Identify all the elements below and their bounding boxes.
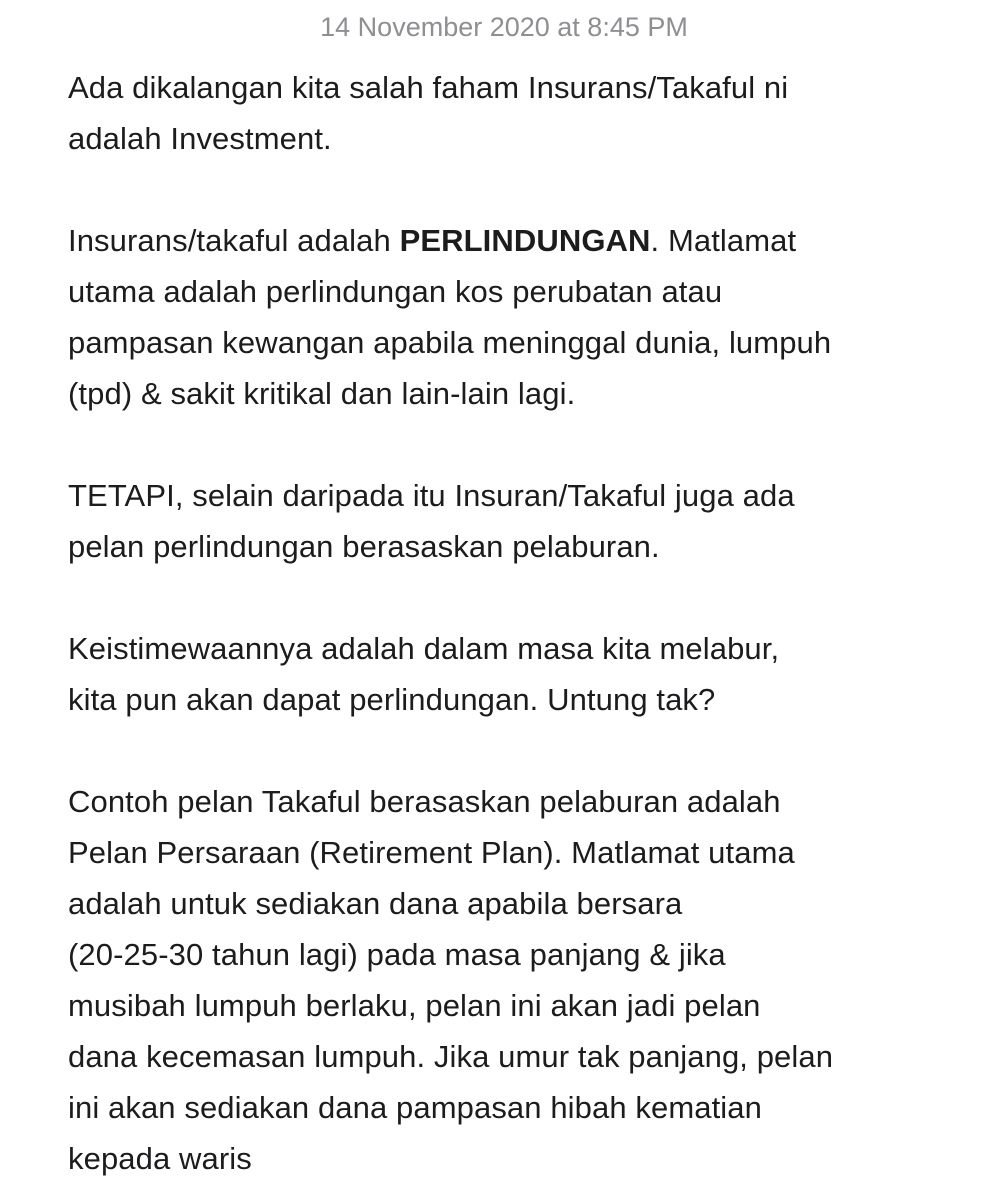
- note-text: . Matlamat: [650, 223, 797, 258]
- note-paragraph-3: [68, 470, 948, 572]
- note-paragraph-4: [68, 623, 948, 725]
- note-line: pampasan kewangan apabila meninggal dunia, lumpuh: [68, 325, 832, 360]
- note-bold-text: PERLINDUNGAN: [399, 223, 651, 258]
- note-line: (20-25-30 tahun lagi) pada masa panjang & jika: [68, 937, 726, 972]
- note-text: Insurans/takaful adalah: [68, 223, 400, 258]
- note-line: kepada waris: [68, 1141, 252, 1176]
- note-timestamp: 14 November 2020 at 8:45 PM: [320, 12, 688, 42]
- note-line: pelan perlindungan berasaskan pelaburan.: [68, 529, 660, 564]
- note-line: (tpd) & sakit kritikal dan lain-lain lagi.: [68, 376, 576, 411]
- note-line: dana kecemasan lumpuh. Jika umur tak panjang, pelan: [68, 1039, 834, 1074]
- note-line: Ada dikalangan kita salah faham Insurans/Takaful ni: [68, 70, 789, 105]
- note-line: [68, 215, 948, 266]
- note-paragraph-1: [68, 62, 948, 164]
- note-line: Contoh pelan Takaful berasaskan pelaburan adalah: [68, 784, 781, 819]
- note-line: utama adalah perlindungan kos perubatan atau: [68, 274, 723, 309]
- note-line: adalah untuk sediakan dana apabila bersara: [68, 886, 683, 921]
- note-paragraph-2: [68, 215, 948, 419]
- note-line: adalah Investment.: [68, 121, 332, 156]
- note-line: musibah lumpuh berlaku, pelan ini akan jadi pelan: [68, 988, 761, 1023]
- note-body[interactable]: [68, 62, 948, 1184]
- note-line: Keistimewaannya adalah dalam masa kita melabur,: [68, 631, 780, 666]
- note-paragraph-5: [68, 776, 948, 1184]
- note-line: TETAPI, selain daripada itu Insuran/Takaful juga ada: [68, 478, 795, 513]
- note-line: kita pun akan dapat perlindungan. Untung tak?: [68, 682, 716, 717]
- note-line: ini akan sediakan dana pampasan hibah kematian: [68, 1090, 762, 1125]
- note-line: Pelan Persaraan (Retirement Plan). Matlamat utama: [68, 835, 795, 870]
